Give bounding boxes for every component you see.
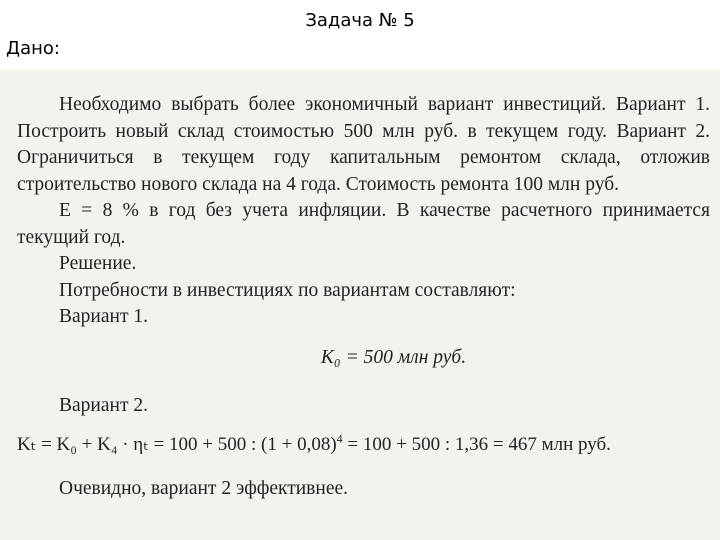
investment-needs-line: Потребности в инвестициях по вариантам составляют: bbox=[59, 279, 516, 301]
given-label: Дано: bbox=[6, 38, 60, 59]
variant-1-label: Вариант 1. bbox=[59, 306, 148, 327]
slide-title: Задача № 5 bbox=[305, 10, 415, 31]
formula-2-exponent: 4 bbox=[336, 431, 343, 446]
formula-variant-2 bbox=[17, 432, 710, 459]
discount-rate-paragraph: E = 8 % в год без учета инфляции. В качестве расчетного принимается текущий год. bbox=[17, 200, 710, 248]
problem-text bbox=[17, 92, 710, 503]
solution-heading: Решение. bbox=[59, 253, 137, 274]
scanned-page bbox=[0, 70, 720, 540]
problem-statement: Необходимо выбрать более экономичный вариант инвестиций. Вариант 1. Построить новый склад стоимостью 500 млн руб. в текущем году. Вариант 2. Ограничиться в текущем году капитальным ремонтом склада, отложив строительство нового склада на 4 года. Стоимость ремонта 100 млн руб. bbox=[17, 94, 710, 195]
formula-2-tail: = 100 + 500 : 1,36 = 467 млн руб. bbox=[342, 433, 611, 455]
variant-2-label: Вариант 2. bbox=[59, 395, 148, 416]
formula-variant-1: K₀ = 500 млн руб. bbox=[320, 346, 467, 368]
formula-2-main: Kₜ = K₀ + K₄ · ηₜ = 100 + 500 : (1 + 0,08) bbox=[17, 433, 337, 455]
conclusion-line: Очевидно, вариант 2 эффективнее. bbox=[59, 478, 349, 499]
